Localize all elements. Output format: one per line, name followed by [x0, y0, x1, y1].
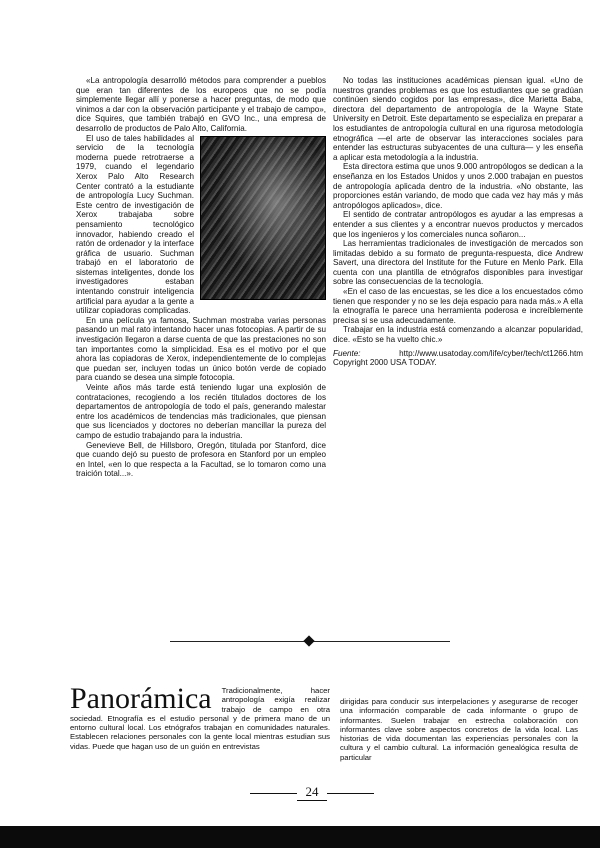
source-label: Fuente:: [333, 348, 361, 358]
page-number-rule-left: [250, 793, 297, 794]
article-paragraph: Trabajar en la industria está comenzando a alcanzar popularidad, dice. «Esto se ha vuelto chic.»: [333, 325, 583, 345]
article-source: [333, 349, 583, 368]
panoramica-text-left: Tradicionalmente, hacer antropología exigía realizar trabajo de campo en otra sociedad. Etnografía es el estudio personal y de primera mano de un entorno cultural local. Los etnógrafos trabajan en comunidades naturales. Establecen relaciones personales con la gente local mientras estudian sus vidas. Puede que hagan uso de un guión en entrevistas: [70, 686, 330, 751]
page-number-rule-right: [327, 793, 374, 794]
divider-diamond-icon: [303, 635, 314, 646]
article-photo: [200, 136, 326, 300]
article-paragraph: No todas las instituciones académicas piensan igual. «Uno de nuestros grandes problemas es que los estudiantes que se gradúan continúen siendo cogidos por las empresas», dice Marietta Baba, directora del departamento de antropología de la Wayne State University en Detroit. Este departamento se especializa en preparar a los estudiantes de antropología cultural en una rigurosa metodología etnográfica —el arte de observar las interacciones sociales para entender las estructuras subyacentes de una cultura— y les enseña a aplicar esta metodología a la industria.: [333, 76, 583, 162]
article-left-column: [76, 76, 326, 479]
article-right-column: [333, 76, 583, 368]
panoramica-text-right: dirigidas para conducir sus interpelaciones y asegurarse de recoger una información comparable de cada informante o grupo de informantes. Suelen trabajar en estrecha colaboración con informantes clave sobre aspectos concretos de la vida local. Las historias de vida documentan las experiencias personales con la cultura y el cambio cultural. La información genealógica resulta de particular: [340, 697, 578, 762]
article-paragraph: En una película ya famosa, Suchman mostraba varias personas pasando un mal rato intentando hacer unas fotocopias. A partir de su investigación llegaron a darse cuenta de que las prestaciones no son tan importantes como la simplicidad. Esa es el motivo por el que ahora las copiadoras de Xerox, independientemente de lo complejas que puedan ser, incluyen todas un único botón verde de copiado para cuando se desea una simple fotocopia.: [76, 315, 326, 383]
article-paragraph: Esta directora estima que unos 9.000 antropólogos se dedican a la enseñanza en los Estados Unidos y unos 2.000 trabajan en puestos de antropología aplicada dentro de la industria. «No obstante, las proporciones están variando, de modo que cada vez hay más y más antropólogos aplicados», dice.: [333, 162, 583, 210]
page-number: 24: [297, 784, 327, 801]
article-paragraph: Las herramientas tradicionales de investigación de mercados son limitadas debido a su formato de pregunta-respuesta, dice Andrew Savert, una directora del Institute for the Future en Menlo Park. Ella cuenta con una plantilla de etnógrafos disponibles para investigar sobre las consecuencias de la tecnología.: [333, 239, 583, 287]
article-paragraph: El sentido de contratar antropólogos es ayudar a las empresas a entender a sus clientes y a encontrar nuevos productos y mercados que los ingenieros y los comerciales nunca soñaron...: [333, 210, 583, 239]
source-link[interactable]: http://www.usatoday.com/life/cyber/tech/ct1266.htm Copyright 2000 USA TODAY.: [333, 348, 583, 368]
panoramica-title: Panorámica: [70, 682, 212, 715]
article-paragraph: Genevieve Bell, de Hillsboro, Oregón, titulada por Stanford, dice que cuando dejó su puesto de profesora en Stanford por un empleo en Intel, «en lo que respecta a la Facultad, se lo tomaron como una traición total...».: [76, 440, 326, 479]
panoramica-section: [70, 682, 330, 751]
footer-bar: [0, 826, 600, 848]
article-paragraph: Veinte años más tarde está teniendo lugar una explosión de contrataciones, recogiendo a los recién titulados doctores de los departamentos de antropología de todo el país, generando malestar entre los académicos de tendencias más tradicionales, que piensan que sus licenciados y doctores no deberían mancillar la pureza del campo de estudio trabajando para la industria.: [76, 383, 326, 440]
article-paragraph: El uso de tales habilidades al servicio de la tecnología moderna puede retrotraerse a 1979, cuando el legendario Xerox Palo Alto Research Center contrató a la estudiante de antropología Lucy Suchman. Este centro de investigación de Xerox trabajaba sobre pensamiento tecnológico innovador, habiendo creado el ratón de ordenador y la interface gráfica de usuario. Suchman trabajó en el laboratorio de sistemas inteligentes, donde los investigadores estaban intentando construir inteligencia artificial para ayudar a la gente a utilizar copiadoras complicadas.: [76, 133, 194, 316]
article-paragraph: «La antropología desarrolló métodos para comprender a pueblos que eran tan diferentes de los europeos que no se podía simplemente llegar allí y ponerse a hacer preguntas, de modo que vinimos a dar con la observación participante y el trabajo de campo», dice Squires, que también trabajó en GVO Inc., una empresa de desarrollo de productos de Palo Alto, California.: [76, 76, 326, 133]
article-paragraph: «En el caso de las encuestas, se les dice a los encuestados cómo tienen que responder y no se les deja espacio para nada más.» A ella la etnografía le parece una herramienta poderosa e increíblemente precisa si se usa adecuadamente.: [333, 287, 583, 325]
